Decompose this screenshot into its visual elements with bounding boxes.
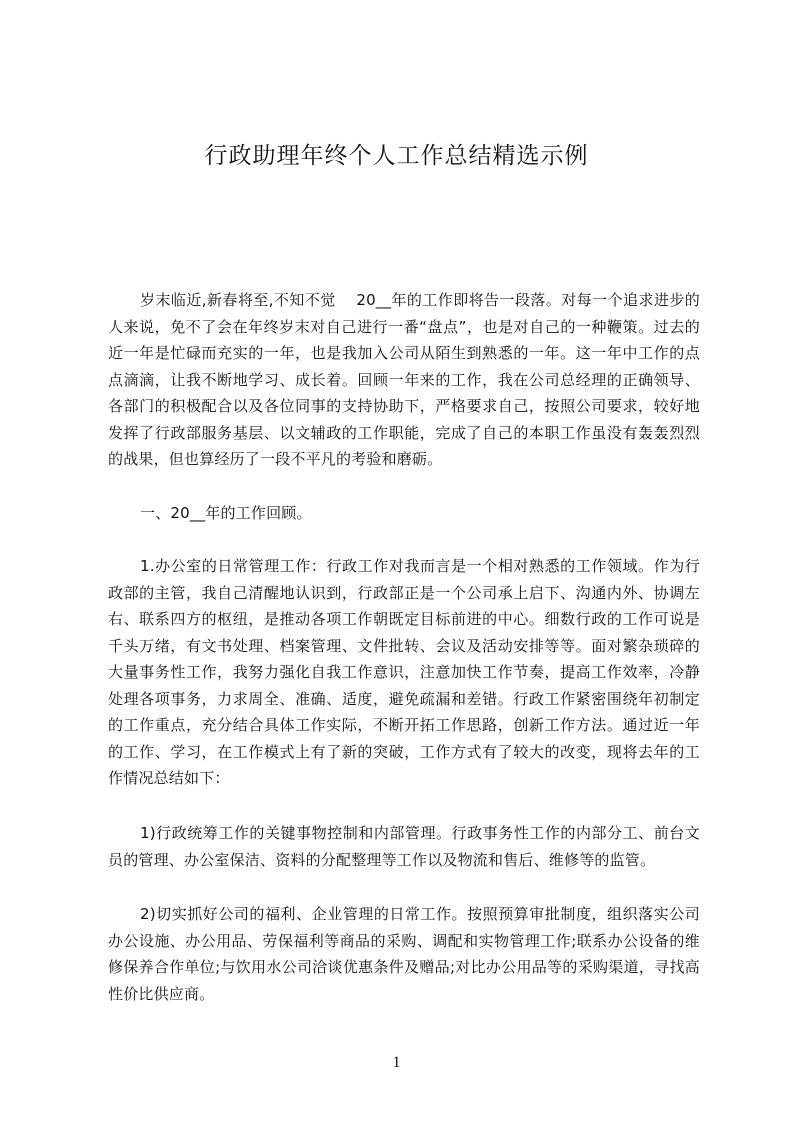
paragraph-office-management: 1.办公室的日常管理工作：行政工作对我而言是一个相对熟悉的工作领域。作为行政部的主管，我自己清醒地认识到，行政部正是一个公司承上启下、沟通内外、协调左右、联系四方的枢纽，是推动各项工作朝既定目标前进的中心。细数行政的工作可说是千头万绪，有文书处理、档案管理、文件批转、会议及活动安排等等。面对繁杂琐碎的大量事务性工作，我努力强化自我工作意识，注意加快工作节奏，提高工作效率，冷静处理各项事务，力求周全、准确、适度，避免疏漏和差错。行政工作紧密围绕年初制定的工作重点，充分结合具体工作实际，不断开拓工作思路，创新工作方法。通过近一年的工作、学习，在工作模式上有了新的突破，工作方式有了较大的改变，现将去年的工作情况总结如下：	[108, 557, 700, 787]
document-title: 行政助理年终个人工作总结精选示例	[204, 143, 589, 169]
paragraph-item-2: 2)切实抓好公司的福利、企业管理的日常工作。按照预算审批制度，组织落实公司办公设施、办公用品、劳保福利等商品的采购、调配和实物管理工作;联系办公设备的维修保养合作单位;与饮用水公司洽谈优惠条件及赠品;对比办公用品等的采购渠道，寻找高性价比供应商。	[108, 905, 700, 1003]
paragraph-item-1: 1)行政统筹工作的关键事物控制和内部管理。行政事务性工作的内部分工、前台文员的管理、办公室保洁、资料的分配整理等工作以及物流和售后、维修等的监管。	[108, 824, 700, 869]
paragraph-intro: 岁末临近,新春将至,不知不觉 20__年的工作即将告一段落。对每一个追求进步的人来说，免不了会在年终岁末对自己进行一番“盘点”，也是对自己的一种鞭策。过去的近一年是忙碌而充实的一年，也是我加入公司从陌生到熟悉的一年。这一年中工作的点点滴滴，让我不断地学习、成长着。回顾一年来的工作，我在公司总经理的正确领导、各部门的积极配合以及各位同事的支持协助下，严格要求自己，按照公司要求，较好地发挥了行政部服务基层、以文辅政的工作职能，完成了自己的本职工作虽没有轰轰烈烈的战果，但也算经历了一段不平凡的考验和磨砺。	[108, 291, 700, 468]
page-number: 1	[392, 1054, 401, 1071]
section-heading-review: 一、20__年的工作回顾。	[140, 504, 312, 522]
